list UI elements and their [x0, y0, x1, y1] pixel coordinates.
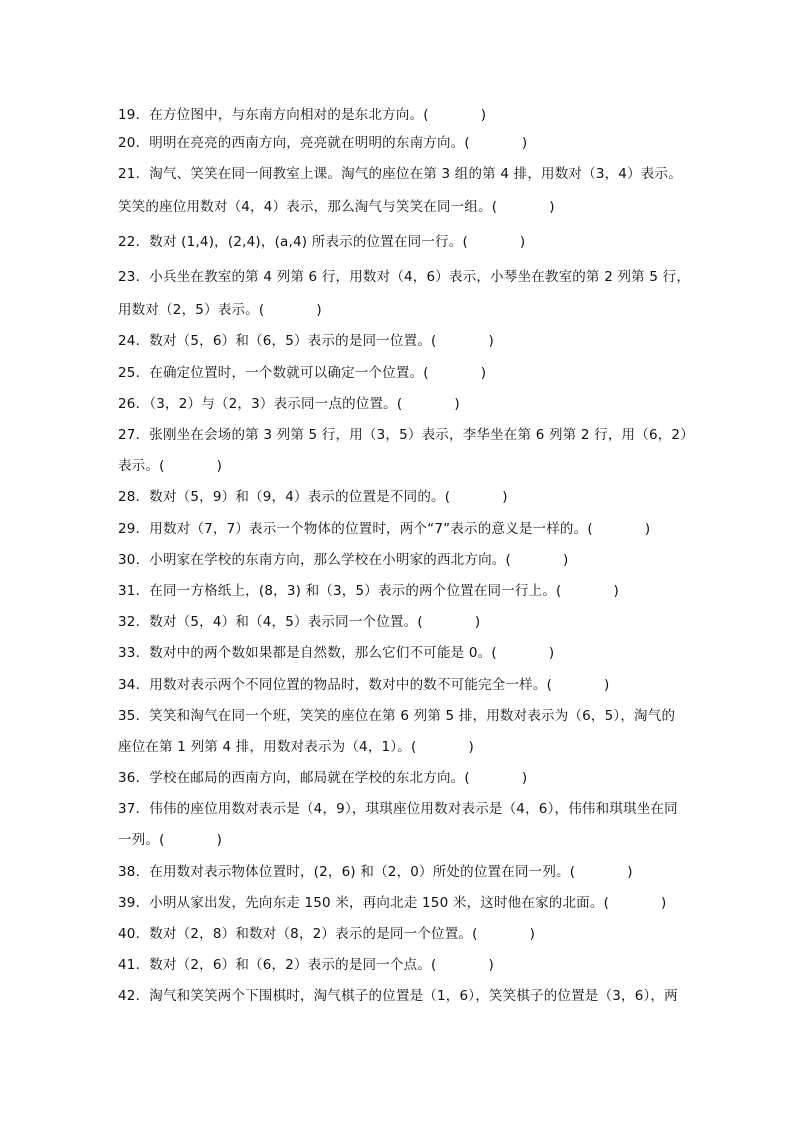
closing-paren: ) — [548, 645, 555, 661]
question-line — [118, 456, 688, 476]
question-line — [118, 862, 688, 882]
question-text: 42．淘气和笑笑两个下围棋时，淘气棋子的位置是（1，6），笑笑棋子的位置是（3，6），两 — [118, 988, 678, 1004]
question-line — [118, 164, 688, 184]
question-line — [118, 737, 688, 757]
closing-paren: ) — [613, 583, 619, 599]
closing-paren: ) — [604, 677, 610, 693]
question-line — [118, 232, 688, 252]
question-text: 29．用数对（7，7）表示一个物体的位置时，两个“7”表示的意义是一样的。( — [118, 521, 593, 537]
question-line — [118, 986, 688, 1006]
question-line — [118, 519, 688, 539]
question-line — [118, 197, 688, 217]
closing-paren: ) — [502, 489, 508, 505]
question-text: 31．在同一方格纸上，(8，3) 和（3，5）表示的两个位置在同一行上。( — [118, 583, 562, 599]
question-line — [118, 893, 688, 913]
closing-paren: ) — [521, 135, 528, 151]
question-text: 23．小兵坐在教室的第 4 列第 6 行，用数对（4，6）表示，小琴坐在教室的第 2 列第 5 行， — [118, 269, 691, 285]
question-text: 24．数对（5，6）和（6，5）表示的是同一位置。( — [118, 333, 437, 349]
closing-paren: ) — [529, 926, 536, 942]
question-text: 32．数对（5，4）和（4，5）表示同一个位置。( — [118, 614, 423, 630]
question-line — [118, 267, 691, 287]
question-text: 26．（3，2）与（2，3）表示同一点的位置。( — [118, 396, 403, 412]
closing-paren: ) — [454, 396, 460, 412]
closing-paren: ) — [562, 552, 569, 568]
question-line — [118, 799, 688, 819]
question-text: 38．在用数对表示物体位置时，(2，6) 和（2，0）所处的位置在同一列。( — [118, 864, 576, 880]
question-line — [118, 550, 688, 570]
closing-paren: ) — [644, 521, 651, 537]
closing-paren: ) — [521, 770, 528, 786]
closing-paren: ) — [549, 199, 555, 215]
question-line — [118, 955, 688, 975]
question-text: 笑笑的座位用数对（4，4）表示，那么淘气与笑笑在同一组。( — [118, 199, 498, 215]
question-text: 39．小明从家出发，先向东走 150 米，再向北走 150 米，这时他在家的北面。( — [118, 895, 610, 911]
question-text: 19．在方位图中，与东南方向相对的是东北方向。( — [118, 107, 429, 123]
question-line — [118, 612, 688, 632]
question-line — [118, 394, 688, 414]
question-text: 28．数对（5，9）和（9，4）表示的位置是不同的。( — [118, 489, 451, 505]
question-line — [118, 300, 688, 320]
question-line — [118, 133, 688, 153]
question-line — [118, 425, 694, 445]
question-text: 36．学校在邮局的西南方向，邮局就在学校的东北方向。( — [118, 770, 470, 786]
closing-paren: ) — [216, 458, 223, 474]
question-line — [118, 768, 688, 788]
closing-paren: ) — [488, 333, 494, 349]
question-text: 21．淘气、笑笑在同一间教室上课。淘气的座位在第 3 组的第 4 排，用数对（3，4）表示。 — [118, 166, 682, 182]
closing-paren: ) — [480, 365, 487, 381]
closing-paren: ) — [627, 864, 633, 880]
question-text: 22．数对 (1,4)，(2,4)，(a,4) 所表示的位置在同一行。( — [118, 234, 468, 250]
question-line — [118, 581, 688, 601]
question-line — [118, 487, 688, 507]
question-line — [118, 643, 688, 663]
closing-paren: ) — [519, 234, 526, 250]
question-text: 20．明明在亮亮的西南方向，亮亮就在明明的东南方向。( — [118, 135, 470, 151]
closing-paren: ) — [488, 957, 494, 973]
closing-paren: ) — [316, 302, 322, 318]
closing-paren: ) — [480, 107, 487, 123]
question-text: 35．笑笑和淘气在同一个班，笑笑的座位在第 6 列第 5 排，用数对表示为（6，5），淘气的 — [118, 708, 676, 724]
question-text: 座位在第 1 列第 4 排，用数对表示为（4，1）。( — [118, 739, 417, 755]
question-text: 30．小明家在学校的东南方向，那么学校在小明家的西北方向。( — [118, 552, 511, 568]
question-line — [118, 363, 688, 383]
question-line — [118, 331, 688, 351]
question-line — [118, 924, 688, 944]
question-text: 27．张刚坐在会场的第 3 列第 5 行，用（3，5）表示，李华坐在第 6 列第 2 行，用（6，2） — [118, 427, 694, 443]
question-text: 33．数对中的两个数如果都是自然数，那么它们不可能是 0。( — [118, 645, 497, 661]
closing-paren: ) — [474, 614, 481, 630]
question-line — [118, 675, 688, 695]
question-text: 25．在确定位置时，一个数就可以确定一个位置。( — [118, 365, 429, 381]
closing-paren: ) — [216, 832, 223, 848]
question-text: 41．数对（2，6）和（6，2）表示的是同一个点。( — [118, 957, 437, 973]
question-text: 表示。( — [118, 458, 165, 474]
question-text: 40．数对（2，8）和数对（8，2）表示的是同一个位置。( — [118, 926, 478, 942]
question-text: 用数对（2，5）表示。( — [118, 302, 265, 318]
question-text: 一列。( — [118, 832, 165, 848]
question-line — [118, 830, 688, 850]
question-line — [118, 706, 688, 726]
closing-paren: ) — [468, 739, 474, 755]
question-text: 37．伟伟的座位用数对表示是（4，9），琪琪座位用数对表示是（4，6），伟伟和琪琪坐在同 — [118, 801, 678, 817]
question-text: 34．用数对表示两个不同位置的物品时，数对中的数不可能完全一样。( — [118, 677, 553, 693]
question-line — [118, 105, 688, 125]
closing-paren: ) — [661, 895, 667, 911]
